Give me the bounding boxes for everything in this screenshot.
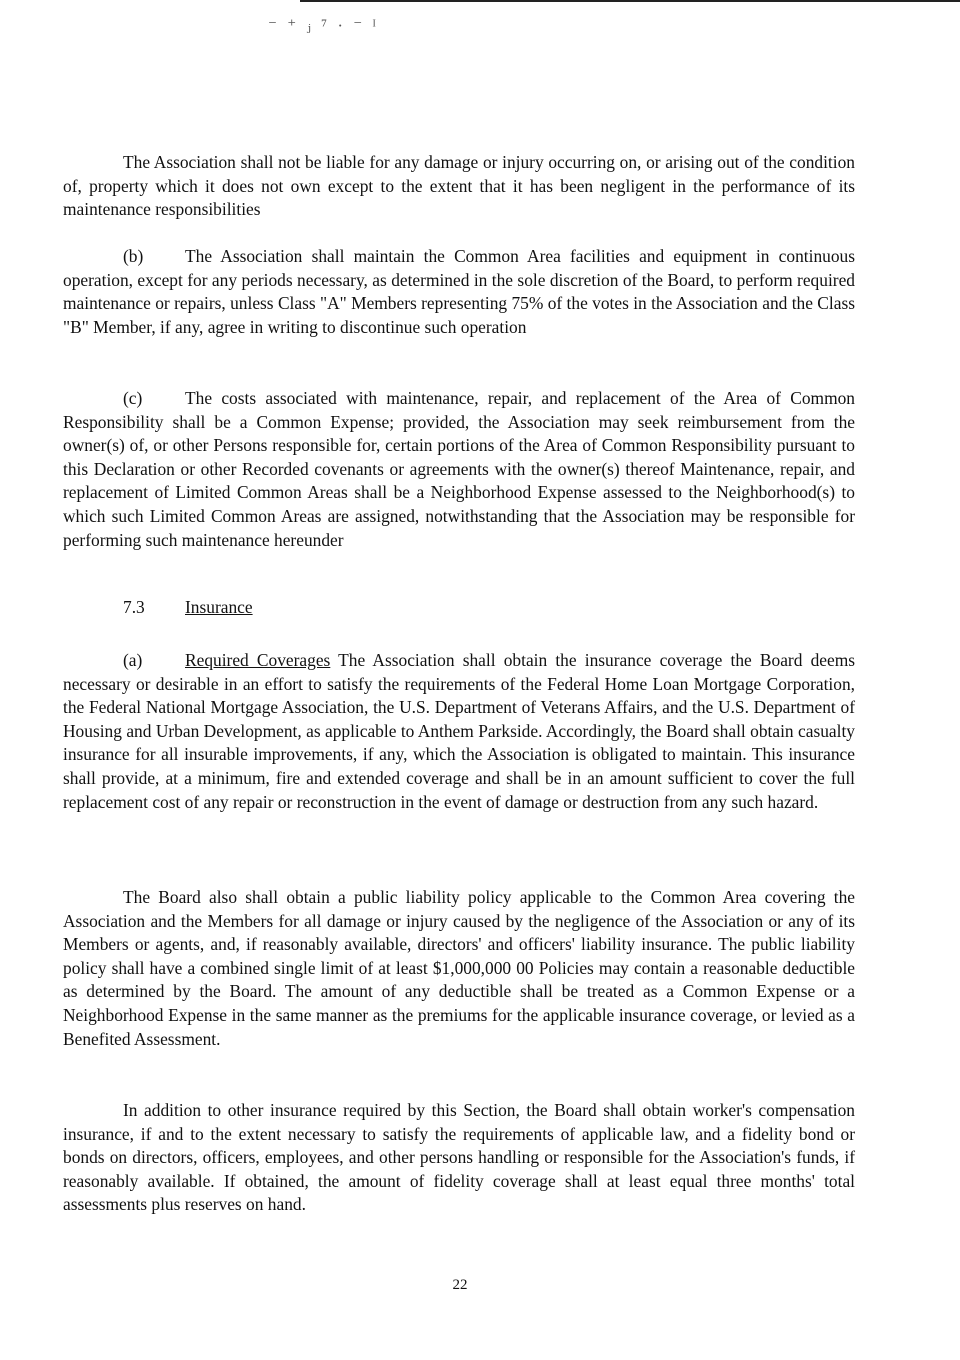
paragraph-liability-limitation xyxy=(63,151,855,222)
paragraph-workers-compensation xyxy=(63,1099,855,1217)
paragraph-public-liability xyxy=(63,886,855,1051)
clause-label-a: (a) xyxy=(123,650,143,670)
paragraph-text: The Association shall not be liable for any damage or injury occurring on, or arising out of the condition of, property which it does not own except to the extent that it has been negligent in the performance of its maintenance responsibilities xyxy=(63,152,855,220)
paragraph-text: The costs associated with maintenance, repair, and replacement of the Area of Common Responsibility shall be a Common Expense; provided, the Association may seek reimbursement from the owner(s) of, or other Persons responsible for, certain portions of the Area of Common Responsibility pursuant to this Declaration or other Recorded covenants or agreements with the owner(s) thereof Maintenance, repair, and replacement of Limited Common Areas shall be a Neighborhood Expense assessed to the Neighborhood(s) to which such Limited Common Areas are assigned, notwithstanding that the Association may be responsible for performing such maintenance hereunder xyxy=(63,388,855,550)
paragraph-text: The Association shall obtain the insurance coverage the Board deems necessary or desirable in an effort to satisfy the requirements of the Federal Home Loan Mortgage Corporation, the Federal National Mortgage Association, the U.S. Department of Veterans Affairs, and the U.S. Department of Housing and Urban Development, as applicable to Anthem Parkside. Accordingly, the Board shall obtain casualty insurance for all insurable improvements, if any, which the Association is obligated to maintain. This insurance shall provide, at a minimum, fire and extended coverage and shall be in an amount sufficient to cover the full replacement cost of any repair or reconstruction in the event of damage or destruction from any such hazard. xyxy=(63,650,855,812)
top-rule xyxy=(300,0,960,2)
clause-label-b: (b) xyxy=(123,246,144,266)
page-number: 22 xyxy=(452,1277,468,1293)
document-stamp-mark: ⁻ ⁺ ⱼ ⁷ · ⁻ ᴵ xyxy=(268,16,379,35)
section-number: 7.3 xyxy=(123,597,145,617)
paragraph-a xyxy=(63,649,855,814)
paragraph-text: The Association shall maintain the Common Area facilities and equipment in continuous operation, except for any periods necessary, as determined in the sole discretion of the Board, to perform required maintenance or repairs, unless Class "A" Members representing 75% of the votes in the Association and the Class "B" Member, if any, agree in writing to discontinue such operation xyxy=(63,246,855,337)
paragraph-text: In addition to other insurance required by this Section, the Board shall obtain worker's compensation insurance, if and to the extent necessary to satisfy the requirements of applicable law, and a fidelity bond or bonds on directors, officers, employees, and other persons handling or responsible for the Association's funds, if reasonably available. If obtained, the amount of fidelity coverage shall at least equal three months' total assessments plus reserves on hand. xyxy=(63,1100,855,1215)
paragraph-b xyxy=(63,245,855,339)
paragraph-c xyxy=(63,387,855,552)
section-title: Insurance xyxy=(185,597,253,617)
clause-title: Required Coverages xyxy=(185,650,331,670)
clause-label-c: (c) xyxy=(123,388,143,408)
paragraph-text: The Board also shall obtain a public liability policy applicable to the Common Area covering the Association and the Members for all damage or injury caused by the negligence of the Association or any of its Members or agents, and, if reasonably available, directors' and officers' liability insurance. The public liability policy shall have a combined single limit of at least $1,000,000 00 Policies may contain a reasonable deductible as determined by the Board. The amount of any deductible shall be treated as a Common Expense or a Neighborhood Expense in the same manner as the premiums for the applicable insurance coverage, or levied as a Benefited Assessment. xyxy=(63,887,855,1049)
section-heading xyxy=(123,596,253,620)
